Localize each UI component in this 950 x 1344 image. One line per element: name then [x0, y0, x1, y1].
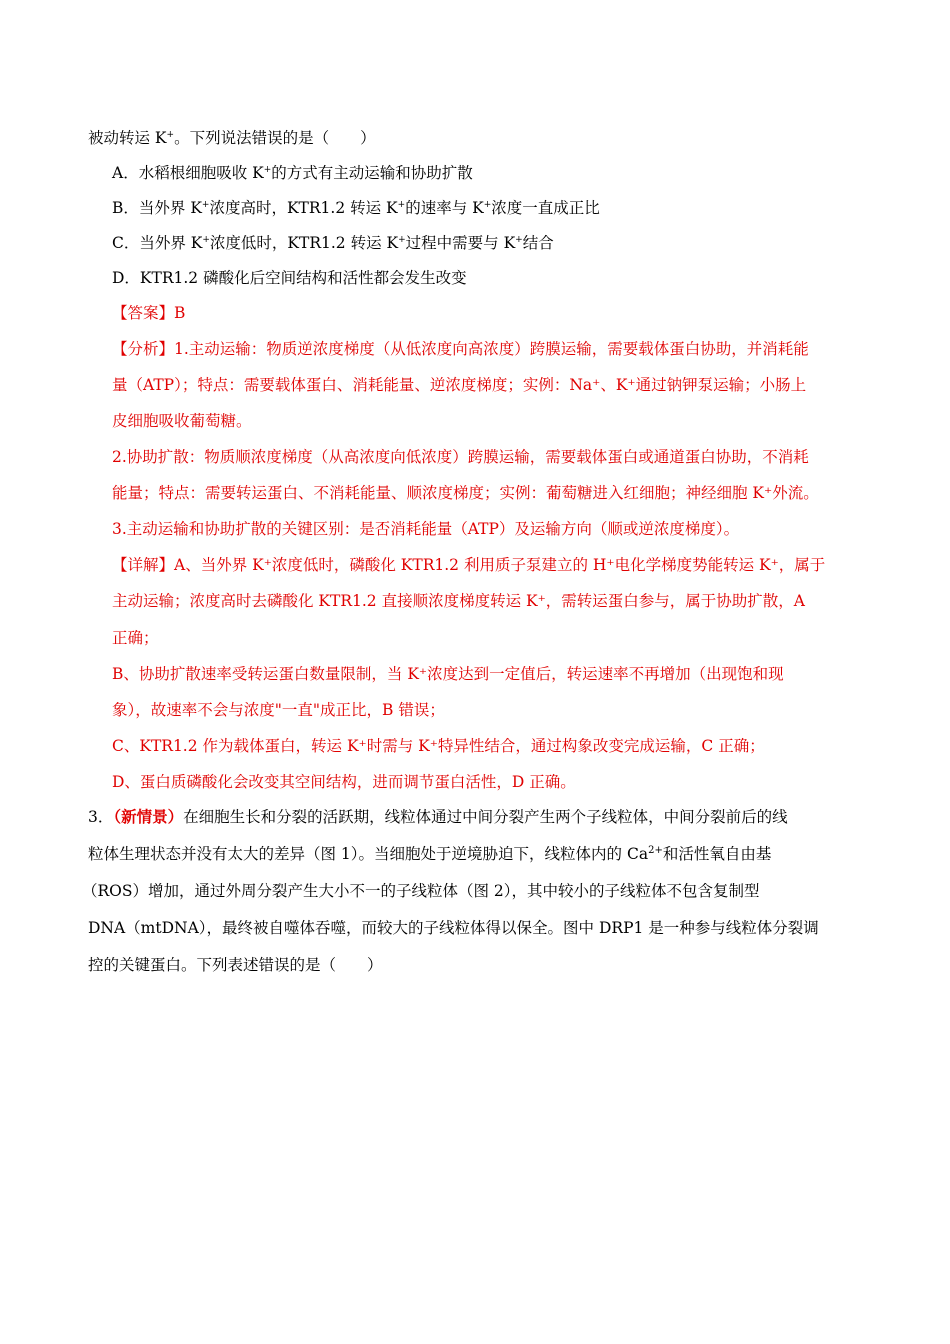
text: 和活性氧自由基: [662, 845, 772, 863]
analysis-line-5: 能量；特点：需要转运蛋白、不消耗能量、顺浓度梯度；实例：葡萄糖进入红细胞；神经细胞 K⁺外流。: [112, 484, 819, 502]
detail-line-1: 【详解】A、当外界 K⁺浓度低时，磷酸化 KTR1.2 利用质子泵建立的 H⁺电化学梯度势能转运 K⁺，属于: [112, 556, 826, 574]
superscript: +: [397, 199, 406, 210]
text: 浓度一直成正比: [491, 199, 600, 217]
detail-line-7: D、蛋白质磷酸化会改变其空间结构，进而调节蛋白活性，D 正确。: [112, 773, 576, 791]
analysis-line-4: 2.协助扩散：物质顺浓度梯度（从高浓度向低浓度）跨膜运输，需要载体蛋白或通道蛋白协助，不消耗: [112, 448, 809, 466]
text: 在细胞生长和分裂的活跃期，线粒体通过中间分裂产生两个子线粒体，中间分裂前后的线: [183, 808, 788, 826]
option-c: [112, 232, 554, 254]
superscript: +: [263, 164, 272, 175]
detail-line-3: 正确；: [112, 629, 159, 647]
question-3-line-4: DNA（mtDNA），最终被自噬体吞噬，而较大的子线粒体得以保全。图中 DRP1 是一种参与线粒体分裂调: [88, 919, 819, 937]
detail-line-5: 象），故速率不会与浓度"一直"成正比，B 错误；: [112, 701, 445, 719]
text: 。下列说法错误的是（ ）: [174, 129, 376, 147]
text: 浓度低时，KTR1.2 转运 K: [209, 234, 399, 252]
question-3-line-2: [88, 843, 771, 865]
option-a: [112, 162, 473, 184]
answer-line: 【答案】B: [112, 304, 186, 322]
question-tail-line: [88, 127, 376, 149]
detail-line-2: 主动运输；浓度高时去磷酸化 KTR1.2 直接顺浓度梯度转运 K⁺，需转运蛋白参与，属于协助扩散，A: [112, 592, 805, 610]
new-scenario-tag: （新情景）: [113, 807, 184, 826]
question-3-line-1: [88, 806, 788, 828]
question-3-line-3: （ROS）增加，通过外周分裂产生大小不一的子线粒体（图 2），其中较小的子线粒体不包含复制型: [82, 882, 760, 900]
detail-line-6: C、KTR1.2 作为载体蛋白，转运 K⁺时需与 K⁺特异性结合，通过构象改变完成运输，C 正确；: [112, 737, 765, 755]
analysis-line-1: 【分析】1.主动运输：物质逆浓度梯度（从低浓度向高浓度）跨膜运输，需要载体蛋白协助，并消耗能: [112, 340, 809, 358]
text: 结合: [522, 234, 554, 252]
superscript: +: [166, 129, 175, 140]
text: 被动转运 K: [88, 129, 167, 147]
superscript: +: [202, 234, 210, 245]
analysis-line-3: 皮细胞吸收葡萄糖。: [112, 412, 252, 430]
detail-line-4: B、协助扩散速率受转运蛋白数量限制，当 K⁺浓度达到一定值后，转运速率不再增加（出现饱和现: [112, 665, 784, 683]
text: B．当外界 K: [112, 199, 202, 217]
question-number: 3．: [88, 808, 114, 826]
text: A．水稻根细胞吸收 K: [112, 164, 264, 182]
superscript: 2+: [648, 845, 663, 856]
analysis-line-6: 3.主动运输和协助扩散的关键区别：是否消耗能量（ATP）及运输方向（顺或逆浓度梯度）。: [112, 520, 740, 538]
text: C．当外界 K: [112, 234, 203, 252]
analysis-line-2: 量（ATP）；特点：需要载体蛋白、消耗能量、逆浓度梯度；实例：Na⁺、K⁺通过钠钾泵运输；小肠上: [112, 376, 807, 394]
text: 浓度高时，KTR1.2 转运 K: [209, 199, 398, 217]
text: 的速率与 K: [405, 199, 484, 217]
text: 粒体生理状态并没有太大的差异（图 1）。当细胞处于逆境胁迫下，线粒体内的 Ca: [88, 845, 649, 863]
superscript: +: [483, 199, 492, 210]
superscript: +: [201, 199, 210, 210]
superscript: +: [515, 234, 523, 245]
text: 的方式有主动运输和协助扩散: [271, 164, 473, 182]
text: 过程中需要与 K: [405, 234, 516, 252]
option-d: D．KTR1.2 磷酸化后空间结构和活性都会发生改变: [112, 269, 467, 287]
option-b: [112, 197, 600, 219]
question-3-line-5: 控的关键蛋白。下列表述错误的是（ ）: [88, 956, 383, 974]
superscript: +: [398, 234, 406, 245]
